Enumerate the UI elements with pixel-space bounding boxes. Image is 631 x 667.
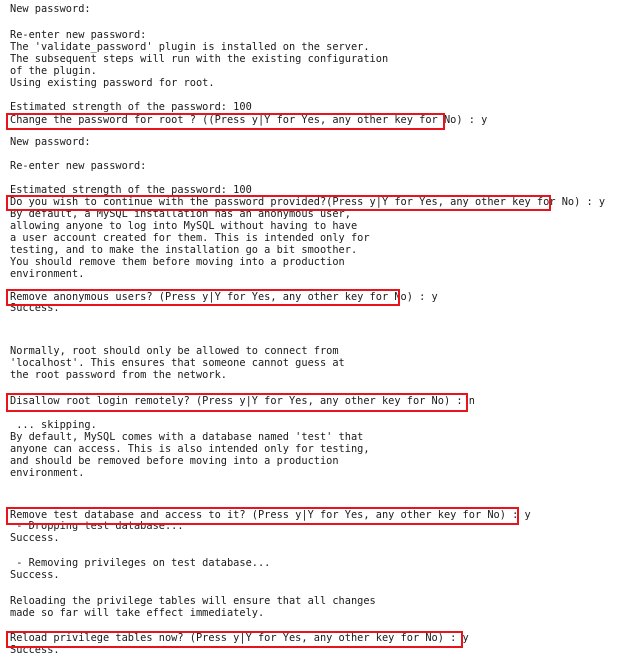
terminal-line: - Dropping test database... <box>10 520 184 532</box>
terminal-line: environment. <box>10 467 85 479</box>
prompt-disallow-remote-root: Disallow root login remotely? (Press y|Y for Yes, any other key for No) : n <box>10 395 475 407</box>
terminal-line: made so far will take effect immediately. <box>10 607 265 619</box>
terminal-line: allowing anyone to log into MySQL without having to have <box>10 220 358 232</box>
terminal-line: environment. <box>10 268 85 280</box>
terminal-line: The subsequent steps will run with the existing configuration <box>10 53 389 65</box>
terminal-line: Success. <box>10 302 60 314</box>
terminal-line: Success. <box>10 569 60 581</box>
terminal-line: anyone can access. This is also intended only for testing, <box>10 443 370 455</box>
terminal-line: Reloading the privilege tables will ensure that all changes <box>10 595 376 607</box>
terminal-line: a user account created for them. This is intended only for <box>10 232 370 244</box>
terminal-line: By default, MySQL comes with a database named 'test' that <box>10 431 364 443</box>
terminal-line: The 'validate_password' plugin is installed on the server. <box>10 41 370 53</box>
terminal-line: - Removing privileges on test database... <box>10 557 271 569</box>
terminal-line: Re-enter new password: <box>10 160 147 172</box>
prompt-remove-test-database: Remove test database and access to it? (Press y|Y for Yes, any other key for No) : y <box>10 509 531 521</box>
prompt-remove-anonymous-users: Remove anonymous users? (Press y|Y for Yes, any other key for No) : y <box>10 291 438 303</box>
prompt-continue-with-password: Do you wish to continue with the password provided?(Press y|Y for Yes, any other key for No) : y <box>10 196 606 208</box>
terminal-line: Estimated strength of the password: 100 <box>10 101 252 113</box>
prompt-change-root-password: Change the password for root ? ((Press y|Y for Yes, any other key for No) : y <box>10 114 488 126</box>
terminal-line: By default, a MySQL installation has an anonymous user, <box>10 208 351 220</box>
terminal-line: Estimated strength of the password: 100 <box>10 184 252 196</box>
terminal-output <box>10 0 625 667</box>
terminal-line: Success. <box>10 644 60 656</box>
prompt-reload-privilege-tables: Reload privilege tables now? (Press y|Y for Yes, any other key for No) : y <box>10 632 469 644</box>
terminal-line: New password: <box>10 136 91 148</box>
terminal-line: testing, and to make the installation go a bit smoother. <box>10 244 358 256</box>
terminal-line: Normally, root should only be allowed to connect from <box>10 345 339 357</box>
terminal-line: and should be removed before moving into a production <box>10 455 339 467</box>
terminal-line: 'localhost'. This ensures that someone cannot guess at <box>10 357 345 369</box>
terminal-line: New password: <box>10 3 91 15</box>
terminal-line: You should remove them before moving into a production <box>10 256 345 268</box>
terminal-line: Using existing password for root. <box>10 77 215 89</box>
terminal-line: Re-enter new password: <box>10 29 147 41</box>
terminal-line: of the plugin. <box>10 65 97 77</box>
terminal-line: the root password from the network. <box>10 369 227 381</box>
terminal-line: Success. <box>10 532 60 544</box>
terminal-line: ... skipping. <box>10 419 97 431</box>
